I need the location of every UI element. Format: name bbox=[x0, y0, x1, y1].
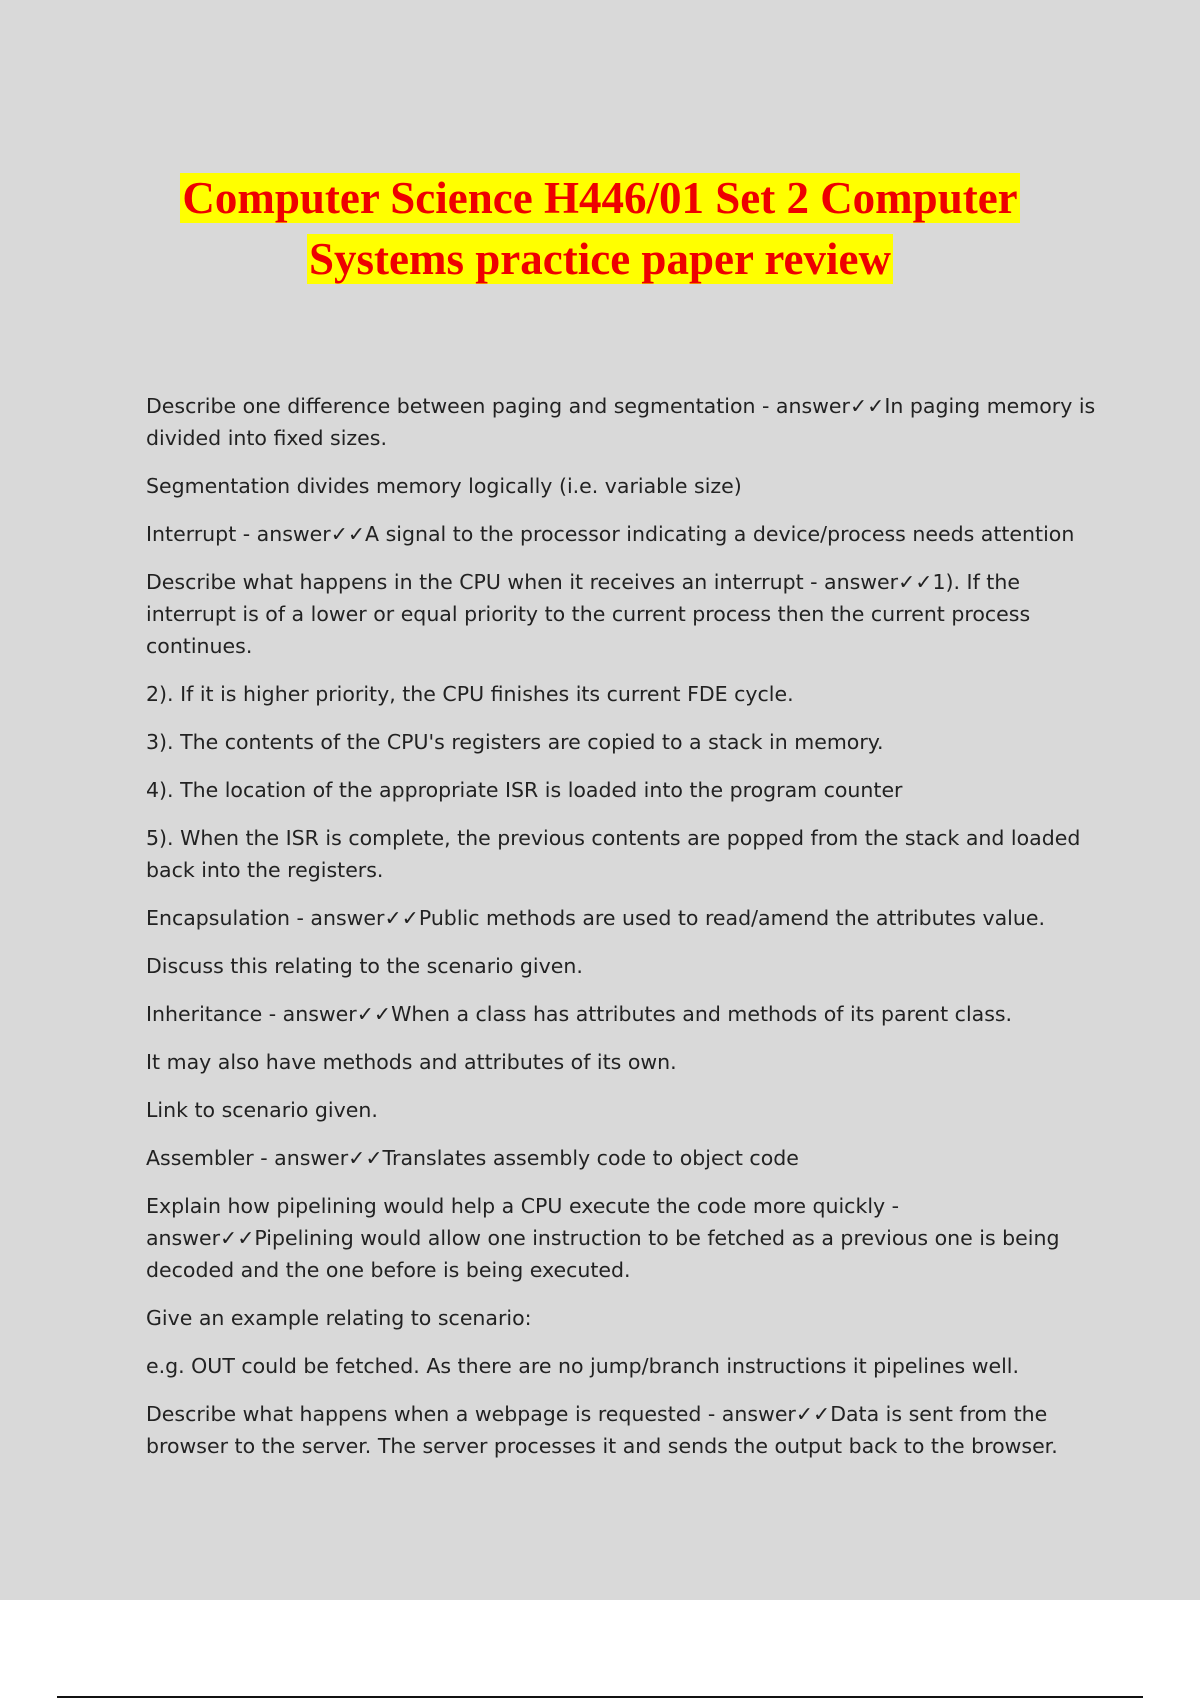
paragraph: 4). The location of the appropriate ISR is loaded into the program counter bbox=[146, 778, 903, 802]
paragraph: Segmentation divides memory logically (i.e. variable size) bbox=[146, 474, 742, 498]
page-title bbox=[100, 168, 1100, 290]
paragraph: 3). The contents of the CPU's registers are copied to a stack in memory. bbox=[146, 730, 884, 754]
paragraph: Encapsulation - answer✓✓Public methods are used to read/amend the attributes value. bbox=[146, 906, 1045, 930]
title-line-2: Systems practice paper review bbox=[309, 234, 891, 284]
paragraph: Inheritance - answer✓✓When a class has attributes and methods of its parent class. bbox=[146, 1002, 1013, 1026]
title-line-1: Computer Science H446/01 Set 2 Computer bbox=[182, 173, 1018, 223]
paragraph: Describe what happens in the CPU when it receives an interrupt - answer✓✓1). If the interrupt is of a lower or equal priority to the current process then the current process continues. bbox=[146, 570, 1031, 658]
paragraph: Interrupt - answer✓✓A signal to the processor indicating a device/process needs attention bbox=[146, 522, 1075, 546]
paragraph: Give an example relating to scenario: bbox=[146, 1306, 532, 1330]
paragraph: e.g. OUT could be fetched. As there are no jump/branch instructions it pipelines well. bbox=[146, 1354, 1019, 1378]
footer-divider bbox=[57, 1696, 1143, 1698]
document-body bbox=[146, 390, 1096, 1478]
paragraph: Assembler - answer✓✓Translates assembly code to object code bbox=[146, 1146, 799, 1170]
paragraph: 5). When the ISR is complete, the previous contents are popped from the stack and loaded back into the registers. bbox=[146, 826, 1081, 882]
paragraph: Explain how pipelining would help a CPU execute the code more quickly - answer✓✓Pipelining would allow one instruction to be fetched as a previous one is being decoded and the one before is being executed. bbox=[146, 1194, 1060, 1282]
paragraph: Discuss this relating to the scenario given. bbox=[146, 954, 583, 978]
paragraph: Describe one difference between paging and segmentation - answer✓✓In paging memory is divided into fixed sizes. bbox=[146, 394, 1096, 450]
paragraph: Link to scenario given. bbox=[146, 1098, 378, 1122]
paragraph: Describe what happens when a webpage is requested - answer✓✓Data is sent from the browser to the server. The server processes it and sends the output back to the browser. bbox=[146, 1402, 1058, 1458]
paragraph: 2). If it is higher priority, the CPU finishes its current FDE cycle. bbox=[146, 682, 794, 706]
paragraph: It may also have methods and attributes of its own. bbox=[146, 1050, 677, 1074]
